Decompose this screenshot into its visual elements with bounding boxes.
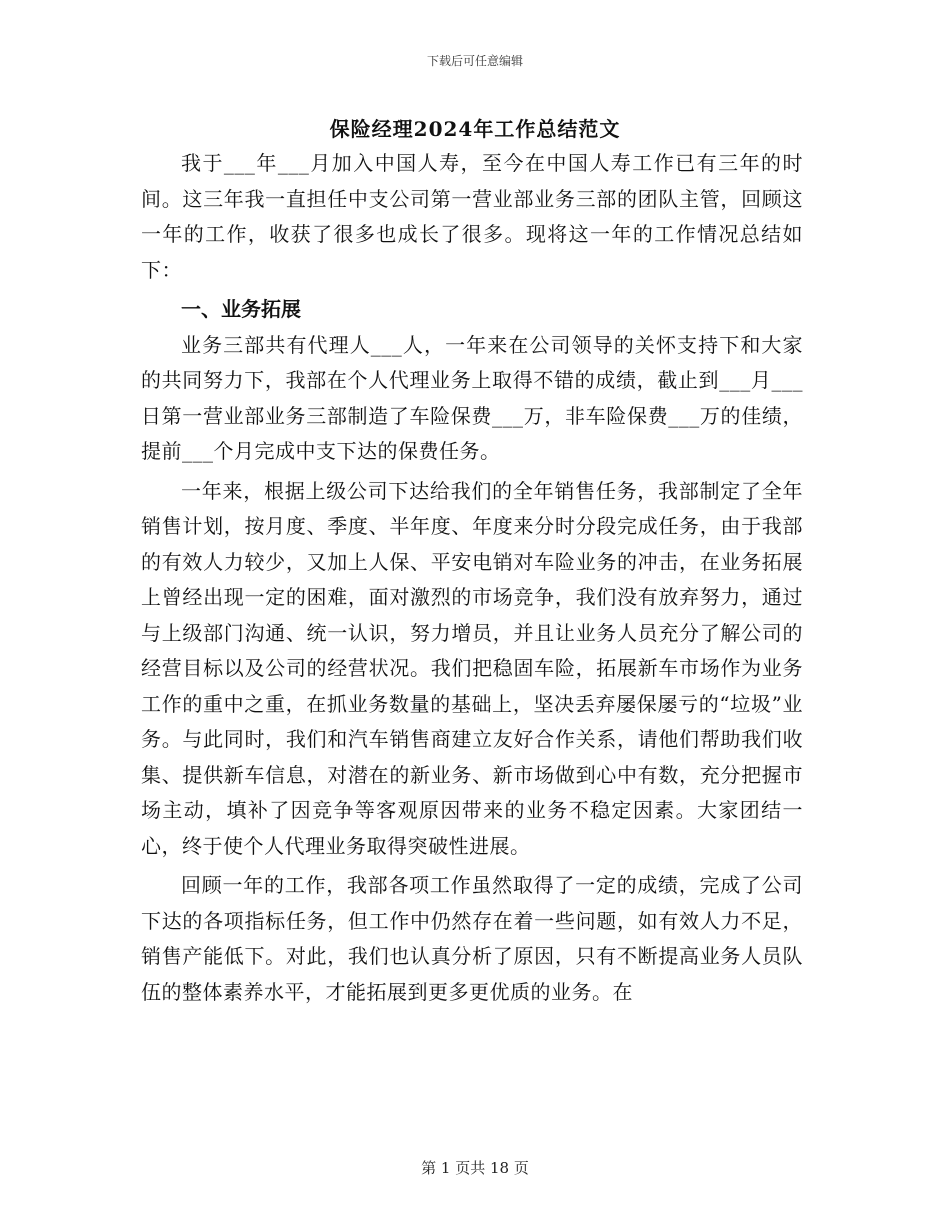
- document-body: [141, 146, 803, 1014]
- page-number: 第 1 页共 18 页: [421, 1159, 529, 1177]
- paragraph-sales-plan: 一年来，根据上级公司下达给我们的全年销售任务，我部制定了全年销售计划，按月度、季度、半年度、年度来分时分段完成任务，由于我部的有效人力较少，又加上人保、平安电销对车险业务的冲击，在业务拓展上曾经出现一定的困难，面对激烈的市场竞争，我们没有放弃努力，通过与上级部门沟通、统一认识，努力增员，并且让业务人员充分了解公司的经营目标以及公司的经营状况。我们把稳固车险，拓展新车市场作为业务工作的重中之重，在抓业务数量的基础上，坚决丢弃屡保屡亏的“垃圾”业务。与此同时，我们和汽车销售商建立友好合作关系，请他们帮助我们收集、提供新车信息，对潜在的新业务、新市场做到心中有数，充分把握市场主动，填补了因竞争等客观原因带来的业务不稳定因素。大家团结一心，终于使个人代理业务取得突破性进展。: [141, 478, 803, 858]
- header-note: 下载后可任意编辑: [426, 54, 523, 68]
- paragraph-review: 回顾一年的工作，我部各项工作虽然取得了一定的成绩，完成了公司下达的各项指标任务，但工作中仍然存在着一些问题，如有效人力不足，销售产能低下。对此，我们也认真分析了原因，只有不断提高业务人员队伍的整体素养水平，才能拓展到更多更优质的业务。在: [141, 873, 803, 1004]
- section-heading-business-expansion: 一、业务拓展: [181, 297, 301, 321]
- paragraph-team-results: 业务三部共有代理人___人，一年来在公司领导的关怀支持下和大家的共同努力下，我部在个人代理业务上取得不错的成绩，截止到___月___日第一营业部业务三部制造了车险保费___万，非车险保费___万的佳绩，提前___个月完成中支下达的保费任务。: [141, 332, 803, 463]
- paragraph-intro: 我于___年___月加入中国人寿，至今在中国人寿工作已有三年的时间。这三年我一直担任中支公司第一营业部业务三部的团队主管，回顾这一年的工作，收获了很多也成长了很多。现将这一年的工作情况总结如下：: [141, 151, 803, 282]
- document-title: 保险经理2024年工作总结范文: [329, 117, 621, 141]
